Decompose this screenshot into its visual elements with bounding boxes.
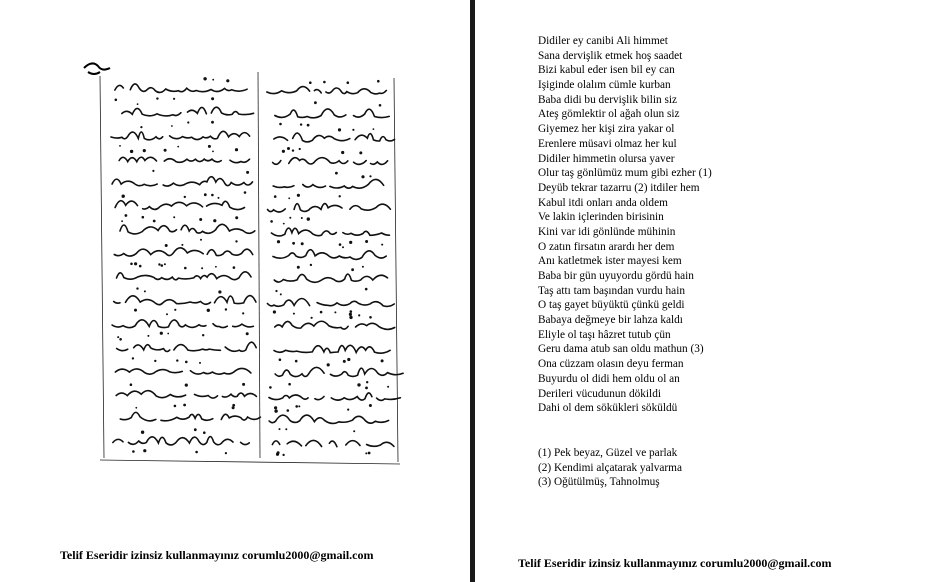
manuscript-diacritic-dot (165, 244, 168, 247)
manuscript-diacritic-dot (203, 431, 206, 434)
manuscript-diacritic-dot (339, 243, 342, 246)
left-page (0, 0, 468, 582)
manuscript-diacritic-dot (381, 359, 384, 362)
manuscript-diacritic-dot (212, 151, 214, 153)
manuscript-diacritic-dot (279, 123, 282, 126)
manuscript-diacritic-dot (307, 217, 310, 220)
footnote-line: (3) Oğütülmüş, Tahnolmuş (538, 476, 660, 489)
manuscript-diacritic-dot (307, 124, 310, 127)
manuscript-diacritic-dot (295, 360, 298, 363)
manuscript-diacritic-dot (194, 428, 197, 431)
manuscript-diacritic-dot (274, 409, 277, 412)
manuscript-diacritic-dot (361, 175, 364, 178)
manuscript-handwritten-line (122, 107, 254, 116)
manuscript-diacritic-dot (387, 386, 389, 388)
manuscript-diacritic-dot (311, 317, 313, 319)
poem-line: Ve lakin içlerinden birisinin (538, 211, 664, 224)
manuscript-diacritic-dot (335, 172, 338, 175)
manuscript-handwritten-line (274, 274, 387, 282)
manuscript-handwritten-line (271, 228, 398, 236)
manuscript-handwritten-line (114, 296, 256, 305)
poem-line: Kabul itdi onları anda oldem (538, 196, 668, 209)
manuscript-diacritic-dot (147, 335, 149, 337)
manuscript-handwritten-line (267, 87, 386, 94)
manuscript-diacritic-dot (215, 266, 217, 268)
poem-line: Anı katletmek ister mayesi kem (538, 255, 682, 268)
poem-line: Giyemez her kişi zira yakar ol (538, 123, 675, 136)
manuscript-diacritic-dot (173, 98, 175, 100)
manuscript-diacritic-dot (211, 97, 214, 100)
manuscript-diacritic-dot (130, 383, 133, 386)
manuscript-frame-line (100, 76, 104, 458)
manuscript-diacritic-dot (373, 128, 375, 130)
manuscript-diacritic-dot (369, 404, 372, 407)
manuscript-diacritic-dot (358, 314, 360, 316)
manuscript-diacritic-dot (235, 240, 237, 242)
poem-line: Sana dervişlik etmek hoş saadet (538, 49, 683, 62)
manuscript-diacritic-dot (184, 196, 186, 198)
manuscript-diacritic-dot (218, 197, 220, 199)
poem-line: Deyüb tekrar tazarru (2) itdiler hem (538, 181, 700, 194)
footnote-line: (1) Pek beyaz, Güzel ve parlak (538, 447, 678, 459)
manuscript-diacritic-dot (282, 454, 284, 456)
manuscript-diacritic-dot (343, 360, 346, 363)
manuscript-diacritic-dot (297, 194, 300, 197)
manuscript-corner-mark (84, 63, 110, 74)
manuscript-diacritic-dot (341, 151, 344, 154)
manuscript-diacritic-dot (225, 452, 227, 454)
manuscript-diacritic-dot (301, 242, 304, 245)
manuscript-diacritic-dot (166, 313, 168, 315)
manuscript-diacritic-dot (125, 214, 128, 217)
manuscript-diacritic-dot (246, 171, 249, 174)
manuscript-diacritic-dot (160, 332, 163, 335)
manuscript-diacritic-dot (161, 264, 164, 267)
manuscript-diacritic-dot (349, 241, 352, 244)
manuscript-handwritten-line (112, 177, 252, 186)
manuscript-handwritten-line (272, 440, 394, 446)
poem-line: Didiler himmetin olursa yaver (538, 152, 675, 165)
footnote-line: (2) Kendimi alçatarak yalvarma (538, 461, 682, 474)
manuscript-diacritic-dot (282, 150, 285, 153)
manuscript-diacritic-dot (235, 148, 238, 151)
manuscript-diacritic-dot (285, 428, 287, 430)
manuscript-handwritten-line (117, 272, 251, 280)
poem-line: Kini var idi gönlünde mühinin (538, 225, 676, 238)
manuscript-diacritic-dot (292, 149, 294, 151)
manuscript-diacritic-dot (357, 383, 360, 386)
poem-text (538, 34, 712, 416)
manuscript-diacritic-dot (349, 313, 352, 316)
left-footer-copyright: Telif Eseridir izinsiz kullanmayınız corumlu2000@gmail.com (60, 548, 374, 562)
manuscript-diacritic-dot (288, 197, 290, 199)
manuscript-diacritic-dot (320, 311, 323, 314)
manuscript-diacritic-dot (275, 290, 277, 292)
manuscript-diacritic-dot (293, 313, 295, 315)
manuscript-diacritic-dot (242, 383, 245, 386)
manuscript-handwritten-line (120, 412, 260, 421)
manuscript-diacritic-dot (176, 359, 178, 361)
manuscript-diacritic-dot (154, 360, 156, 362)
manuscript-handwritten-line (113, 437, 257, 445)
manuscript-diacritic-dot (185, 384, 188, 387)
manuscript-diacritic-dot (287, 409, 290, 412)
manuscript-diacritic-dot (235, 216, 238, 219)
manuscript-diacritic-dot (137, 103, 139, 105)
manuscript-diacritic-dot (152, 170, 154, 172)
manuscript-diacritic-dot (347, 81, 350, 84)
manuscript-diacritic-dot (233, 266, 236, 269)
manuscript-diacritic-dot (299, 148, 301, 150)
manuscript-diacritic-dot (134, 262, 137, 265)
manuscript-frame-line (394, 78, 398, 462)
manuscript-diacritic-dot (134, 309, 137, 312)
manuscript-diacritic-dot (141, 431, 144, 434)
poem-line: Didiler ey canibi Ali himmet (538, 35, 668, 47)
manuscript-diacritic-dot (379, 104, 382, 107)
manuscript-diacritic-dot (115, 99, 118, 102)
manuscript-diacritic-dot (207, 309, 210, 312)
manuscript-diacritic-dot (158, 263, 160, 265)
manuscript-handwritten-line (112, 320, 253, 328)
manuscript-handwritten-line (116, 391, 256, 398)
manuscript-diacritic-dot (144, 290, 146, 292)
manuscript-diacritic-dot (273, 310, 276, 313)
manuscript-diacritic-dot (164, 149, 167, 152)
manuscript-diacritic-dot (136, 287, 138, 289)
manuscript-diacritic-dot (365, 288, 368, 291)
manuscript-diacritic-dot (213, 219, 216, 222)
manuscript-diacritic-dot (277, 240, 280, 243)
manuscript-diacritic-dot (327, 363, 330, 366)
manuscript-diacritic-dot (177, 146, 179, 148)
manuscript-diacritic-dot (121, 220, 123, 222)
manuscript-handwritten-line (114, 248, 252, 256)
manuscript-handwritten-line (275, 321, 395, 329)
poem-line: Ateş gömlektir ol ağah olun siz (538, 108, 680, 121)
manuscript-diacritic-dot (203, 77, 206, 80)
manuscript-diacritic-dot (200, 239, 202, 241)
poem-line: O zatın firsatın arardı her dem (538, 240, 675, 253)
manuscript-diacritic-dot (277, 451, 280, 454)
poem-line: Işiginde olalım cümle kurban (538, 79, 671, 92)
manuscript-diacritic-dot (280, 293, 282, 295)
poem-line: Erenlere müsavi olmaz her kul (538, 137, 677, 150)
poem-line: O taş gayet büyüktü çünkü geldi (538, 299, 685, 312)
manuscript-handwritten-line (120, 224, 255, 234)
manuscript-diacritic-dot (242, 312, 244, 314)
manuscript-diacritic-dot (195, 451, 198, 454)
manuscript-diacritic-dot (338, 128, 341, 131)
manuscript-handwritten-line (115, 201, 244, 210)
manuscript-diacritic-dot (366, 381, 368, 383)
manuscript-diacritic-dot (132, 450, 135, 453)
manuscript-diacritic-dot (130, 263, 133, 266)
manuscript-diacritic-dot (119, 145, 121, 147)
manuscript-diacritic-dot (130, 150, 133, 153)
manuscript-diacritic-dot (287, 147, 290, 150)
manuscript-diacritic-dot (232, 406, 235, 409)
manuscript-diacritic-dot (347, 409, 349, 411)
manuscript-diacritic-dot (212, 79, 214, 81)
manuscript-diacritic-dot (365, 452, 367, 454)
manuscript-handwritten-line (273, 250, 386, 260)
manuscript-diacritic-dot (289, 217, 291, 219)
manuscript-handwritten-line (269, 415, 388, 423)
manuscript-diacritic-dot (135, 407, 137, 409)
manuscript-diacritic-dot (171, 125, 173, 127)
poem-line: Dahi ol dem sökükleri söküldü (538, 402, 678, 415)
manuscript-diacritic-dot (183, 404, 186, 407)
manuscript-diacritic-dot (323, 81, 326, 84)
page-divider (470, 0, 475, 582)
manuscript-diacritic-dot (368, 452, 371, 455)
right-page (480, 0, 948, 582)
manuscript-diacritic-dot (369, 175, 371, 177)
manuscript-image (82, 58, 412, 470)
manuscript-diacritic-dot (274, 195, 277, 198)
manuscript-handwritten-line (275, 367, 403, 376)
manuscript-diacritic-dot (353, 430, 355, 432)
manuscript-diacritic-dot (119, 338, 122, 341)
manuscript-diacritic-dot (310, 264, 312, 266)
manuscript-diacritic-dot (143, 149, 146, 152)
manuscript-handwritten-line (275, 109, 389, 118)
manuscript-diacritic-dot (350, 310, 353, 313)
manuscript-diacritic-dot (270, 220, 273, 223)
manuscript-diacritic-dot (349, 316, 352, 319)
manuscript-diacritic-dot (181, 244, 183, 246)
manuscript-handwritten-line (115, 368, 251, 374)
poem-line: Baba didi bu dervişlik bilin siz (538, 93, 677, 106)
manuscript-diacritic-dot (187, 121, 189, 123)
manuscript-diacritic-dot (199, 218, 202, 221)
poem-line: Bizi kabul eder isen bil ey can (538, 64, 675, 77)
manuscript-diacritic-dot (204, 193, 207, 196)
manuscript-diacritic-dot (132, 357, 134, 359)
manuscript-handwritten-line (269, 393, 400, 401)
manuscript-diacritic-dot (298, 405, 300, 407)
manuscript-diacritic-dot (164, 263, 166, 265)
manuscript-frame-line (258, 72, 260, 458)
manuscript-diacritic-dot (377, 80, 380, 83)
manuscript-diacritic-dot (351, 268, 354, 271)
manuscript-diacritic-dot (279, 428, 281, 430)
manuscript-handwritten-line (273, 158, 388, 165)
manuscript-handwritten-line (274, 133, 395, 142)
manuscript-diacritic-dot (142, 216, 145, 219)
manuscript-diacritic-dot (292, 242, 295, 245)
manuscript-handwritten-line (115, 84, 247, 93)
manuscript-diacritic-dot (339, 195, 341, 197)
poem-line: Olur taş gönlümüz mum gibi ezher (1) (538, 167, 712, 180)
poem-line: Baba bir gün uyuyordu gördü hain (538, 270, 694, 282)
manuscript-diacritic-dot (309, 81, 312, 84)
manuscript-diacritic-dot (201, 267, 203, 269)
manuscript-diacritic-dot (314, 101, 317, 104)
manuscript-diacritic-dot (334, 311, 336, 313)
manuscript-handwritten-line (274, 345, 390, 353)
manuscript-diacritic-dot (218, 290, 221, 293)
manuscript-diacritic-dot (362, 266, 364, 268)
manuscript-diacritic-dot (117, 336, 119, 338)
manuscript-handwritten-line (267, 298, 394, 306)
manuscript-diacritic-dot (211, 121, 214, 124)
manuscript-diacritic-dot (352, 129, 354, 131)
footnotes (538, 446, 682, 490)
manuscript-diacritic-dot (122, 195, 125, 198)
manuscript-diacritic-dot (246, 332, 249, 335)
manuscript-diacritic-dot (185, 361, 188, 364)
manuscript-diacritic-dot (174, 309, 176, 311)
manuscript-diacritic-dot (297, 266, 300, 269)
manuscript-diacritic-dot (174, 405, 177, 408)
manuscript-diacritic-dot (173, 216, 175, 218)
poem-line: Buyurdu ol didi hem oldu ol an (538, 372, 680, 385)
manuscript-handwritten-line (117, 342, 262, 351)
manuscript-diacritic-dot (167, 333, 169, 335)
manuscript-handwritten-line (273, 179, 383, 188)
manuscript-diacritic-dot (381, 244, 383, 246)
manuscript-diacritic-dot (244, 191, 247, 194)
manuscript-diacritic-dot (300, 123, 302, 125)
manuscript-handwritten-line (111, 131, 250, 140)
manuscript-diacritic-dot (208, 145, 211, 148)
manuscript-diacritic-dot (211, 194, 214, 197)
manuscript-diacritic-dot (140, 126, 142, 128)
manuscript-diacritic-dot (283, 223, 285, 225)
manuscript-diacritic-dot (269, 386, 272, 389)
manuscript-diacritic-dot (347, 358, 350, 361)
manuscript-diacritic-dot (156, 97, 158, 99)
manuscript-handwritten-line (268, 204, 391, 212)
poem-line: Ona cüzzam olasın deyu ferman (538, 358, 684, 371)
manuscript-diacritic-dot (225, 308, 227, 310)
poem-line: Eliyle ol taşı hâzret tutub çün (538, 328, 671, 341)
manuscript-diacritic-dot (365, 387, 368, 390)
poem-line: Derileri vücudunun dökildi (538, 387, 661, 400)
manuscript-diacritic-dot (365, 240, 368, 243)
manuscript-diacritic-dot (301, 217, 303, 219)
poem-line: Babaya değmeye bir lahza kaldı (538, 314, 683, 327)
manuscript-diacritic-dot (139, 265, 142, 268)
manuscript-diacritic-dot (342, 246, 344, 248)
manuscript-diacritic-dot (202, 334, 204, 336)
manuscript-frame-line (100, 460, 400, 464)
right-footer-copyright: Telif Eseridir izinsiz kullanmayınız corumlu2000@gmail.com (518, 556, 832, 570)
manuscript-diacritic-dot (226, 79, 229, 82)
poem-line: Geru dama atub san oldu mathun (3) (538, 343, 704, 356)
manuscript-diacritic-dot (274, 406, 277, 409)
manuscript-diacritic-dot (199, 362, 201, 364)
manuscript-diacritic-dot (295, 405, 298, 408)
manuscript-diacritic-dot (369, 316, 372, 319)
manuscript-diacritic-dot (153, 220, 156, 223)
manuscript-diacritic-dot (288, 383, 291, 386)
manuscript-diacritic-dot (184, 267, 187, 270)
manuscript-diacritic-dot (143, 449, 146, 452)
manuscript-diacritic-dot (279, 358, 282, 361)
manuscript-handwritten-line (119, 157, 249, 162)
manuscript-diacritic-dot (359, 151, 362, 154)
manuscript-handwriting (82, 58, 412, 470)
poem-line: Taş attı tam başından vurdu hain (538, 284, 685, 297)
